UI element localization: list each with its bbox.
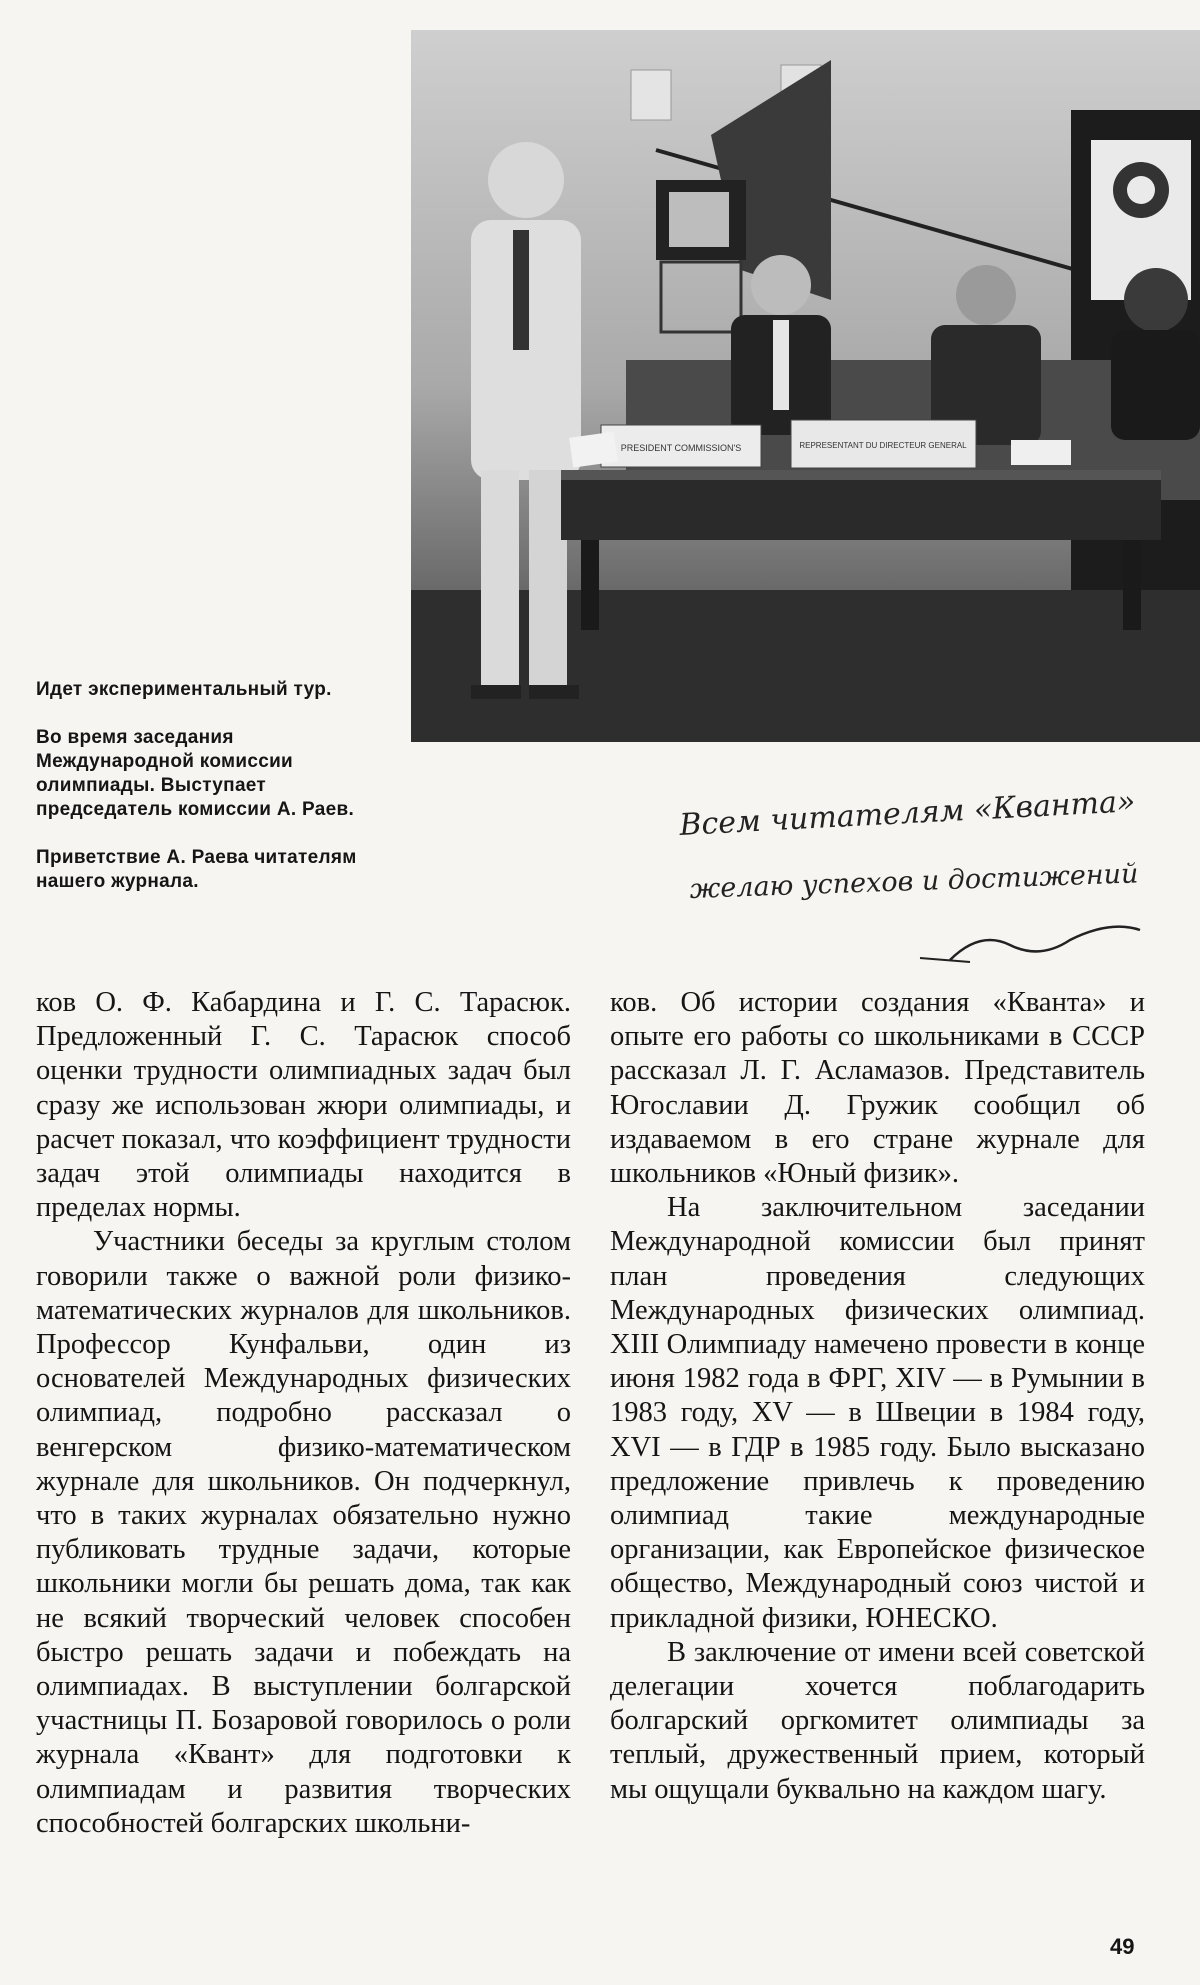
caption-experimental-round: Идет экспериментальный тур. — [36, 679, 332, 700]
photo-captions — [36, 678, 396, 894]
table-card-right: REPRESENTANT DU DIRECTEUR GENERAL — [799, 441, 967, 450]
meeting-photo — [411, 30, 1200, 742]
right-paragraph-3: В заключение от имени всей советской делегации хочется поблагодарить болгарский оргкомитет олимпиады за теплый, дружественный прием, который мы ощущали буквально на каждом шагу. — [610, 1636, 1145, 1805]
page-number: 49 — [1110, 1934, 1135, 1959]
caption-greeting: Приветствие А. Раева читателям нашего журнала. — [36, 847, 357, 892]
handwriting-line-2: желаю успехов и достижений — [689, 858, 1139, 905]
article-right-column — [610, 986, 1145, 1807]
right-paragraph-2: На заключительном заседании Международной комиссии был принят план проведения следующих Международных физических олимпиад. XIII Олимпиаду намечено провести в конце июня 1982 года в ФРГ, XIV — в Румынии в 1983 году, XV — в Швеции в 1984 году, XVI — в ГДР в 1985 году. Было высказано предложение привлечь к проведению олимпиад такие международные организации, как Европейское физическое общество, Международный союз чистой и прикладной физики, ЮНЕСКО. — [610, 1192, 1145, 1634]
left-paragraph-1: ков О. Ф. Кабардина и Г. С. Тарасюк. Предложенный Г. С. Тарасюк способ оценки трудности олимпиадных задач был сразу же использован жюри олимпиады, и расчет показал, что коэффициент трудности задач этой олимпиады находится в пределах нормы. — [36, 987, 571, 1224]
caption-commission-meeting: Во время заседания Международной комиссии олимпиады. Выступает председатель комиссии А. Раев. — [36, 727, 355, 820]
photo-icon — [411, 30, 1200, 742]
table-card-left: PRESIDENT COMMISSION'S — [620, 443, 742, 453]
handwriting-icon — [670, 780, 1170, 980]
left-paragraph-2: Участники беседы за круглым столом говорили также о важной роли физико-математических журналов для школьников. Профессор Кунфальви, один из основателей Международных физических олимпиад, подробно рассказал о венгерском физико-математическом журнале для школьников. Он подчеркнул, что в таких журналах обязательно нужно публиковать трудные задачи, которые школьники могли бы решать дома, так как не всякий творческий человек способен быстро решать задачи и побеждать на олимпиадах. В выступлении болгарской участницы П. Бозаровой говорилось о роли журнала «Квант» для подготовки к олимпиадам и развития творческих способностей болгарских школьни- — [36, 1226, 571, 1839]
handwriting-line-1: Всем читателям «Кванта» — [678, 784, 1137, 843]
signature-icon — [950, 927, 1140, 960]
right-paragraph-1: ков. Об истории создания «Кванта» и опыте его работы со школьниками в СССР рассказал Л. Г. Асламазов. Представитель Югославии Д. Гружик сообщил об издаваемом в его стране журнале для школьников «Юный физик». — [610, 987, 1145, 1190]
article-left-column — [36, 986, 571, 1841]
handwritten-greeting — [670, 780, 1170, 980]
